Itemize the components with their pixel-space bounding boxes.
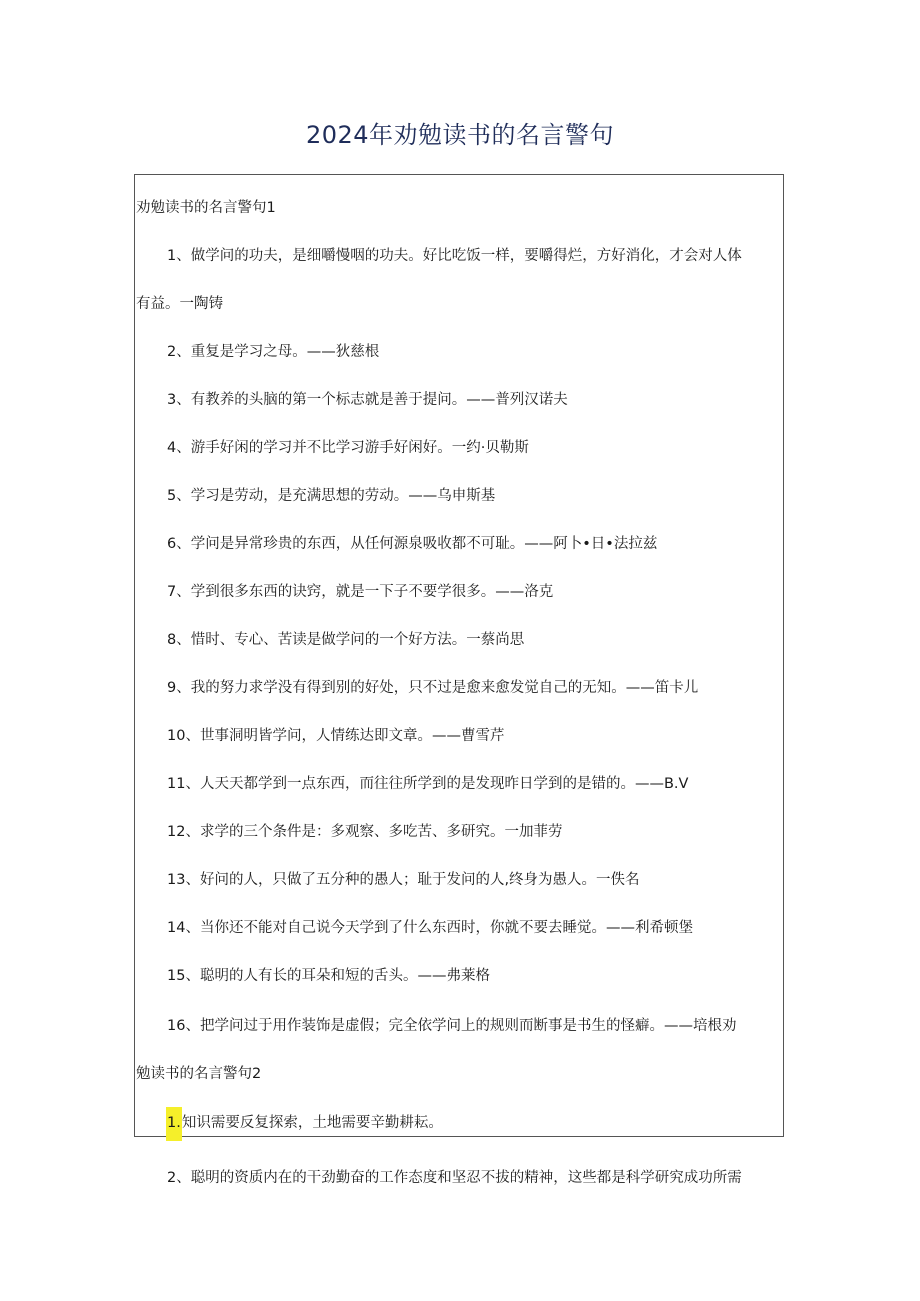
quote-12: 12、求学的三个条件是：多观察、多吃苦、多研究。一加菲劳 (167, 824, 563, 840)
quote-7: 7、学到很多东西的诀窍，就是一下子不要学很多。——洛克 (167, 584, 554, 600)
section-heading-1: 劝勉读书的名言警句1 (136, 200, 276, 216)
section2-quote-1-text: 知识需要反复探索，土地需要辛勤耕耘。 (181, 1115, 443, 1131)
quote-15: 15、聪明的人有长的耳朵和短的舌头。——弗莱格 (167, 968, 490, 984)
quote-13: 13、好问的人，只做了五分种的愚人；耻于发问的人,终身为愚人。一佚名 (167, 872, 640, 888)
document-title: 2024年劝勉读书的名言警句 (305, 121, 615, 149)
quote-6: 6、学问是异常珍贵的东西，从任何源泉吸收都不可耻。——阿卜•日•法拉兹 (167, 536, 658, 552)
quote-1-continued: 有益。一陶铸 (136, 296, 223, 312)
quote-16: 16、把学问过于用作装饰是虚假；完全依学问上的规则而断事是书生的怪癖。——培根劝 (167, 1018, 737, 1034)
quote-9: 9、我的努力求学没有得到别的好处，只不过是愈来愈发觉自己的无知。——笛卡儿 (167, 680, 699, 696)
content-frame (134, 174, 784, 1137)
quote-2: 2、重复是学习之母。——狄慈根 (167, 344, 380, 360)
quote-11: 11、人天天都学到一点东西，而往往所学到的是发现昨日学到的是错的。——B.V (167, 776, 689, 792)
quote-3: 3、有教养的头脑的第一个标志就是善于提问。——普列汉诺夫 (167, 392, 568, 408)
quote-1: 1、做学问的功夫，是细嚼慢咽的功夫。好比吃饭一样，要嚼得烂，方好消化，才会对人体 (167, 248, 742, 264)
section2-quote-2: 2、聪明的资质内在的干劲勤奋的工作态度和坚忍不拔的精神，这些都是科学研究成功所需 (167, 1170, 742, 1186)
quote-4: 4、游手好闲的学习并不比学习游手好闲好。一约·贝勒斯 (167, 440, 529, 456)
quote-10: 10、世事洞明皆学问，人情练达即文章。——曹雪芹 (167, 728, 505, 744)
section-heading-2: 勉读书的名言警句2 (136, 1066, 262, 1082)
quote-5: 5、学习是劳动，是充满思想的劳动。——乌申斯基 (167, 488, 496, 504)
quote-14: 14、当你还不能对自己说今天学到了什么东西时，你就不要去睡觉。——利希顿堡 (167, 920, 693, 936)
section2-quote-1 (167, 1113, 443, 1133)
highlight-marker: 1. (166, 1107, 182, 1141)
quote-8: 8、惜时、专心、苦读是做学问的一个好方法。一蔡尚思 (167, 632, 525, 648)
